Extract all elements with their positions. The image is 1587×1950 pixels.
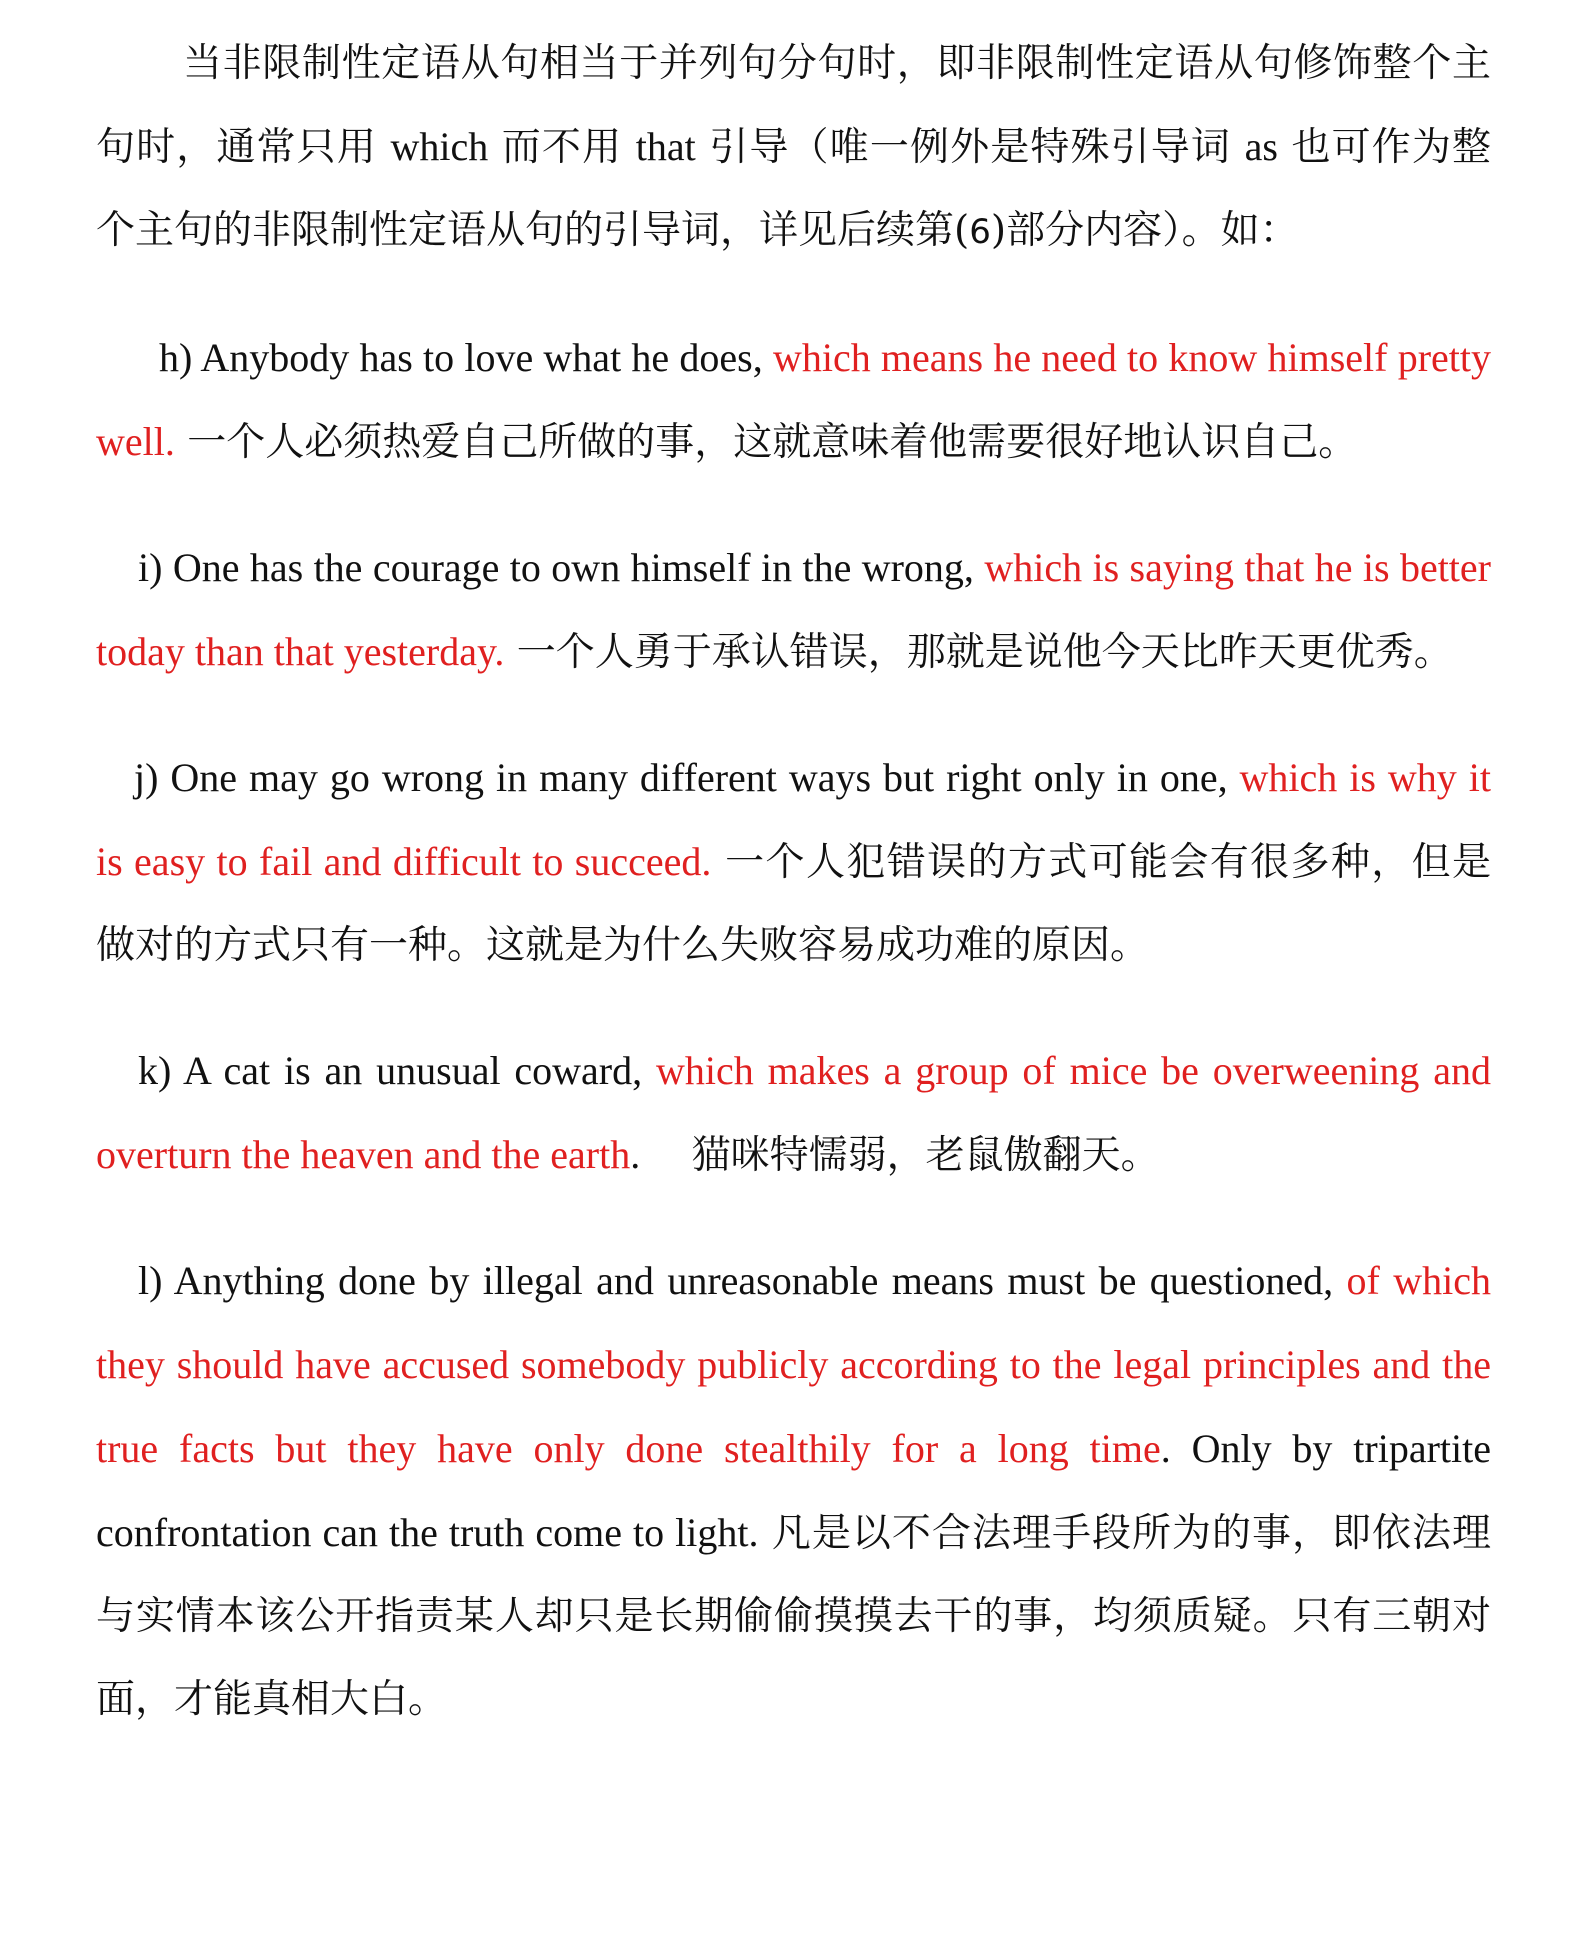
example-j-main: j) One may go wrong in many different ways but right only in one,: [134, 755, 1240, 800]
paragraph-gap: [96, 694, 1491, 736]
example-l-translation: 凡是以不合法理手段所为的事，即依法理与实情本该公开指责某人却只是长期偷偷摸摸去干的事，均须质疑。只有三朝对面，才能真相大白。: [96, 1511, 1491, 1722]
example-h: [96, 316, 1491, 484]
intro-as: as: [1244, 124, 1278, 169]
example-j: [96, 736, 1491, 987]
intro-text-5: )部分内容）。如：: [990, 208, 1299, 253]
example-h-translation: 一个人必须热爱自己所做的事，这就意味着他需要很好地认识自己。: [174, 420, 1358, 465]
intro-that: that: [635, 124, 696, 169]
paragraph-gap: [96, 274, 1491, 316]
intro-which: which: [390, 124, 489, 169]
example-j-translation: 一个人犯错误的方式可能会有很多种，但是做对的方式只有一种。这就是为什么失败容易成功难的原因。: [96, 840, 1491, 968]
example-k-after: .: [630, 1132, 641, 1177]
example-h-clause: which means he need to know himself pretty well.: [96, 335, 1491, 464]
document-page: [96, 22, 1491, 1741]
example-h-main: h) Anybody has to love what he does,: [159, 335, 773, 380]
example-k: [96, 1029, 1491, 1197]
intro-paragraph: [96, 22, 1491, 274]
intro-text-2: 而不用: [488, 125, 636, 170]
intro-text-4: 也可作为整个主句的非限制性定语从句的引导词，详见后续第(: [96, 125, 1492, 253]
intro-text-3: 引导（唯一例外是特殊引导词: [695, 125, 1245, 170]
intro-text-1: 当非限制性定语从句相当于并列句分句时，即非限制性定语从句修饰整个主句时，通常只用: [96, 41, 1491, 170]
example-l-after: . Only by tripartite confrontation can the truth come to light.: [96, 1426, 1492, 1555]
example-l: [96, 1239, 1491, 1741]
example-i-clause: which is saying that he is better today than that yesterday.: [96, 545, 1491, 674]
example-i: [96, 526, 1491, 694]
example-l-main: l) Anything done by illegal and unreasonable means must be questioned,: [138, 1258, 1347, 1303]
example-i-main: i) One has the courage to own himself in the wrong,: [138, 545, 985, 590]
paragraph-gap: [96, 1197, 1491, 1239]
example-k-translation: 猫咪特懦弱，老鼠傲翻天。: [640, 1133, 1160, 1178]
example-k-clause: which makes a group of mice be overweening and overturn the heaven and the earth: [96, 1048, 1491, 1177]
example-j-clause: which is why it is easy to fail and difficult to succeed.: [96, 755, 1492, 884]
example-i-translation: 一个人勇于承认错误，那就是说他今天比昨天更优秀。: [504, 630, 1453, 675]
paragraph-gap: [96, 484, 1491, 526]
paragraph-gap: [96, 987, 1491, 1029]
example-k-main: k) A cat is an unusual coward,: [138, 1048, 656, 1093]
intro-section-number: 6: [969, 212, 991, 252]
example-l-clause: of which they should have accused somebody publicly according to the legal principles and the true facts but they have only done stealthily for a long time: [96, 1258, 1491, 1471]
